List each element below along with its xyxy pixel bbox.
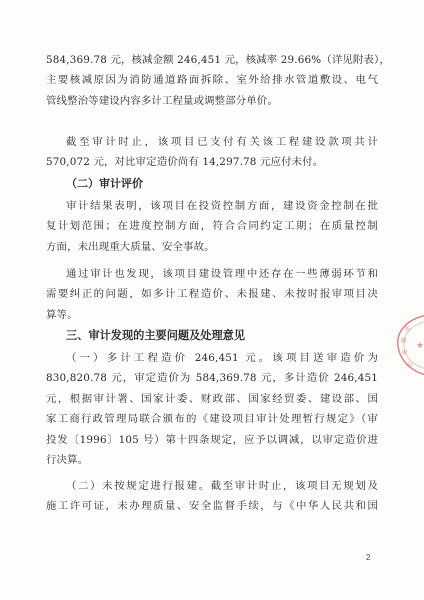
- paragraph-payment-status: [46, 132, 378, 173]
- svg-text:源: 源: [399, 336, 408, 345]
- text-line: 主要核减原因为消防通道路面拆除、室外给排水管道敷设、电气: [46, 74, 378, 87]
- text-line: 审计结果表明，该项目在投资控制方面，建设资金控制在批: [66, 200, 378, 212]
- section-heading-findings: 三、审计发现的主要问题及处理意见: [66, 329, 246, 342]
- text-line: 复计划范围；在进度控制方面，符合合同约定工期；在质量控制: [46, 220, 378, 233]
- text-line: 通过审计也发现，该项目建设管理中还存在一些薄弱环节和: [66, 268, 378, 280]
- text-line: 584,369.78 元，核减金额 246,451 元，核减率 29.66%（详见附表），: [46, 54, 390, 66]
- text-line: 算等。: [46, 308, 78, 321]
- text-line: 施工许可证，未办理质量、安全监督手续，与《中华人民共和国: [46, 500, 378, 513]
- svg-text:★: ★: [416, 341, 424, 351]
- official-seal-stamp: [392, 310, 424, 380]
- text-line: 投发〔1996〕105 号）第十四条规定，应予以调减，以审定造价进: [46, 433, 378, 446]
- paragraph-weak-points: [46, 264, 378, 325]
- paragraph-unregistered: [46, 476, 378, 517]
- paragraph-overstated-cost: [46, 348, 378, 470]
- paragraph-verdict-amounts: [46, 50, 390, 111]
- text-line: 元，根据审计署、国家计委、财政部、国家经贸委、建设部、国: [46, 392, 378, 405]
- text-line: 需要纠正的问题，如多计工程造价、未报建、未按时报审项目决: [46, 288, 378, 301]
- section-heading-evaluation: （二）审计评价: [66, 177, 143, 190]
- text-line: 家工商行政管理局联合颁布的《建设项目审计处理暂行规定》（审: [46, 413, 378, 426]
- svg-text:计: 计: [404, 360, 414, 371]
- svg-text:审: 审: [400, 349, 408, 358]
- text-line: 截至审计时止，该项目已支付有关该工程建设款项共计: [66, 136, 378, 148]
- text-line: （一）多计工程造价 246,451 元。该项目送审造价为: [66, 352, 378, 364]
- text-line: 行决算。: [46, 454, 89, 467]
- text-line: 管线整治等建设内容多计工程量或调整部分单价。: [46, 94, 278, 107]
- text-line: 570,072 元，对比审定造价尚有 14,297.78 元应付未付。: [46, 156, 324, 169]
- text-line: （二）未按规定进行报建。截至审计时止，该项目无规划及: [66, 480, 378, 492]
- page-number: 2: [366, 553, 371, 562]
- paragraph-evaluation: [46, 196, 378, 257]
- svg-text:北: 北: [403, 324, 413, 334]
- text-line: 方面，未出现重大质量、安全事故。: [46, 240, 215, 253]
- text-line: 830,820.78 元，审定造价为 584,369.78 元，多计造价 246,451: [46, 372, 378, 385]
